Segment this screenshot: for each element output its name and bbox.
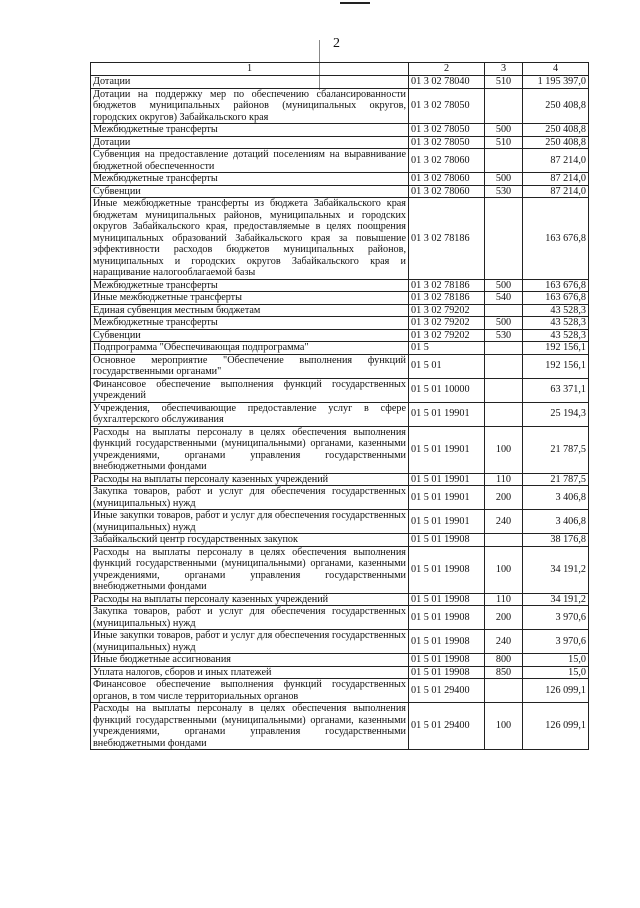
row-code: 01 3 02 79202	[409, 304, 485, 317]
row-sum: 163 676,8	[523, 279, 589, 292]
table-row	[91, 630, 589, 654]
row-name: Учреждения, обеспечивающие предоставление услуг в сфере бухгалтерского обслуживания	[91, 402, 409, 426]
row-code: 01 3 02 78040	[409, 76, 485, 89]
row-expense-type: 500	[485, 173, 523, 186]
row-code: 01 5 01 29400	[409, 703, 485, 750]
row-expense-type: 100	[485, 426, 523, 473]
row-expense-type	[485, 342, 523, 355]
row-name: Расходы на выплаты персоналу в целях обеспечения выполнения функций государственными (муниципальными) органами, казенными учреждениями, органами управления государственными внебюджетными фондами	[91, 546, 409, 593]
row-code: 01 5	[409, 342, 485, 355]
scan-mark	[340, 2, 370, 4]
table-row	[91, 292, 589, 305]
row-name: Межбюджетные трансферты	[91, 173, 409, 186]
table-row	[91, 76, 589, 89]
row-name: Субвенции	[91, 329, 409, 342]
table-row	[91, 486, 589, 510]
table-header-row	[91, 63, 589, 76]
table-row	[91, 149, 589, 173]
row-code: 01 5 01 19901	[409, 426, 485, 473]
row-code: 01 5 01 19908	[409, 593, 485, 606]
row-code: 01 3 02 78050	[409, 88, 485, 124]
table-row	[91, 654, 589, 667]
row-name: Подпрограмма "Обеспечивающая подпрограмма"	[91, 342, 409, 355]
table-row	[91, 88, 589, 124]
row-name: Расходы на выплаты персоналу в целях обеспечения выполнения функций государственными (муниципальными) органами, казенными учреждениями, органами управления государственными внебюджетными фондами	[91, 703, 409, 750]
row-expense-type: 100	[485, 546, 523, 593]
row-sum: 250 408,8	[523, 124, 589, 137]
row-sum: 34 191,2	[523, 546, 589, 593]
header-col-3: 3	[485, 63, 523, 76]
row-expense-type	[485, 304, 523, 317]
table-row	[91, 354, 589, 378]
header-col-1: 1	[91, 63, 409, 76]
page-number: 2	[333, 36, 340, 51]
row-expense-type	[485, 198, 523, 280]
row-name: Дотации	[91, 136, 409, 149]
row-code: 01 3 02 78050	[409, 136, 485, 149]
row-name: Иные межбюджетные трансферты из бюджета Забайкальского края бюджетам муниципальных районов, муниципальных и городских округов Забайкальского края, предоставляемые в целях поощрения муниципальных образований Забайкальского края за повышение эффективности расходов бюджетов муниципальных районов, муниципальных и городских округов Забайкальского края и наращивание налогооблагаемой базы	[91, 198, 409, 280]
table-row	[91, 378, 589, 402]
row-name: Иные закупки товаров, работ и услуг для обеспечения государственных (муниципальных) нужд	[91, 510, 409, 534]
row-code: 01 5 01 19908	[409, 630, 485, 654]
row-name: Финансовое обеспечение выполнения функций государственных органов, в том числе территориальных органов	[91, 679, 409, 703]
row-sum: 126 099,1	[523, 703, 589, 750]
table-body	[91, 76, 589, 750]
row-sum: 15,0	[523, 666, 589, 679]
row-sum: 163 676,8	[523, 198, 589, 280]
row-name: Закупка товаров, работ и услуг для обеспечения государственных (муниципальных) нужд	[91, 486, 409, 510]
row-code: 01 3 02 78060	[409, 185, 485, 198]
table-row	[91, 534, 589, 547]
row-sum: 126 099,1	[523, 679, 589, 703]
row-code: 01 5 01 19908	[409, 534, 485, 547]
row-code: 01 5 01 29400	[409, 679, 485, 703]
table-row	[91, 198, 589, 280]
row-expense-type: 240	[485, 630, 523, 654]
row-expense-type: 100	[485, 703, 523, 750]
row-sum: 43 528,3	[523, 317, 589, 330]
row-expense-type: 500	[485, 279, 523, 292]
row-sum: 163 676,8	[523, 292, 589, 305]
row-name: Забайкальский центр государственных закупок	[91, 534, 409, 547]
row-code: 01 3 02 78186	[409, 279, 485, 292]
table-row	[91, 703, 589, 750]
table-row	[91, 317, 589, 330]
row-code: 01 5 01 19908	[409, 654, 485, 667]
row-sum: 21 787,5	[523, 426, 589, 473]
row-sum: 63 371,1	[523, 378, 589, 402]
table-row	[91, 426, 589, 473]
table-row	[91, 173, 589, 186]
table-row	[91, 593, 589, 606]
row-code: 01 3 02 78186	[409, 198, 485, 280]
row-expense-type: 240	[485, 510, 523, 534]
row-name: Финансовое обеспечение выполнения функций государственных учреждений	[91, 378, 409, 402]
row-expense-type: 540	[485, 292, 523, 305]
row-sum: 3 406,8	[523, 510, 589, 534]
row-sum: 38 176,8	[523, 534, 589, 547]
row-expense-type: 200	[485, 606, 523, 630]
row-expense-type	[485, 402, 523, 426]
table-row	[91, 402, 589, 426]
row-expense-type: 530	[485, 329, 523, 342]
row-code: 01 3 02 78050	[409, 124, 485, 137]
row-name: Расходы на выплаты персоналу казенных учреждений	[91, 593, 409, 606]
row-sum: 250 408,8	[523, 88, 589, 124]
row-sum: 87 214,0	[523, 173, 589, 186]
row-code: 01 3 02 78186	[409, 292, 485, 305]
table-row	[91, 473, 589, 486]
row-code: 01 5 01 19908	[409, 666, 485, 679]
table-row	[91, 666, 589, 679]
row-sum: 3 970,6	[523, 630, 589, 654]
row-expense-type	[485, 534, 523, 547]
row-code: 01 3 02 79202	[409, 317, 485, 330]
header-col-2: 2	[409, 63, 485, 76]
row-code: 01 3 02 78060	[409, 149, 485, 173]
row-code: 01 5 01 19901	[409, 402, 485, 426]
row-sum: 21 787,5	[523, 473, 589, 486]
row-expense-type: 510	[485, 76, 523, 89]
table-row	[91, 136, 589, 149]
row-sum: 192 156,1	[523, 342, 589, 355]
row-expense-type	[485, 88, 523, 124]
row-name: Основное мероприятие "Обеспечение выполнения функций государственными органами"	[91, 354, 409, 378]
budget-table	[90, 62, 589, 750]
row-sum: 192 156,1	[523, 354, 589, 378]
row-code: 01 5 01 19908	[409, 606, 485, 630]
row-name: Уплата налогов, сборов и иных платежей	[91, 666, 409, 679]
row-sum: 250 408,8	[523, 136, 589, 149]
row-sum: 87 214,0	[523, 149, 589, 173]
table-row	[91, 546, 589, 593]
row-expense-type: 200	[485, 486, 523, 510]
table-row	[91, 185, 589, 198]
row-expense-type: 110	[485, 473, 523, 486]
table-row	[91, 342, 589, 355]
row-expense-type	[485, 354, 523, 378]
row-name: Субвенции	[91, 185, 409, 198]
table-row	[91, 606, 589, 630]
row-expense-type: 850	[485, 666, 523, 679]
row-sum: 25 194,3	[523, 402, 589, 426]
row-expense-type: 500	[485, 317, 523, 330]
row-sum: 87 214,0	[523, 185, 589, 198]
row-expense-type: 500	[485, 124, 523, 137]
row-sum: 3 970,6	[523, 606, 589, 630]
row-code: 01 5 01 19901	[409, 473, 485, 486]
header-col-4: 4	[523, 63, 589, 76]
row-sum: 3 406,8	[523, 486, 589, 510]
row-name: Иные бюджетные ассигнования	[91, 654, 409, 667]
row-code: 01 5 01 19901	[409, 486, 485, 510]
table-row	[91, 124, 589, 137]
row-name: Дотации	[91, 76, 409, 89]
table-row	[91, 510, 589, 534]
row-code: 01 5 01 19908	[409, 546, 485, 593]
table-row	[91, 279, 589, 292]
table-row	[91, 304, 589, 317]
row-name: Субвенция на предоставление дотаций поселениям на выравнивание бюджетной обеспеченности	[91, 149, 409, 173]
table-row	[91, 329, 589, 342]
row-expense-type	[485, 679, 523, 703]
row-code: 01 5 01 10000	[409, 378, 485, 402]
row-code: 01 3 02 78060	[409, 173, 485, 186]
row-name: Единая субвенция местным бюджетам	[91, 304, 409, 317]
row-sum: 1 195 397,0	[523, 76, 589, 89]
row-name: Закупка товаров, работ и услуг для обеспечения государственных (муниципальных) нужд	[91, 606, 409, 630]
row-name: Иные закупки товаров, работ и услуг для обеспечения государственных (муниципальных) нужд	[91, 630, 409, 654]
row-expense-type: 110	[485, 593, 523, 606]
row-sum: 34 191,2	[523, 593, 589, 606]
row-expense-type	[485, 378, 523, 402]
table-row	[91, 679, 589, 703]
row-name: Дотации на поддержку мер по обеспечению сбалансированности бюджетов муниципальных районов (муниципальных округов, городских округов) Забайкальского края	[91, 88, 409, 124]
row-sum: 43 528,3	[523, 329, 589, 342]
row-name: Межбюджетные трансферты	[91, 124, 409, 137]
row-name: Расходы на выплаты персоналу в целях обеспечения выполнения функций государственными (муниципальными) органами, казенными учреждениями, органами управления государственными внебюджетными фондами	[91, 426, 409, 473]
row-sum: 43 528,3	[523, 304, 589, 317]
row-sum: 15,0	[523, 654, 589, 667]
row-code: 01 3 02 79202	[409, 329, 485, 342]
row-name: Межбюджетные трансферты	[91, 279, 409, 292]
row-expense-type: 800	[485, 654, 523, 667]
row-name: Иные межбюджетные трансферты	[91, 292, 409, 305]
row-name: Межбюджетные трансферты	[91, 317, 409, 330]
row-code: 01 5 01	[409, 354, 485, 378]
row-expense-type: 530	[485, 185, 523, 198]
row-name: Расходы на выплаты персоналу казенных учреждений	[91, 473, 409, 486]
row-expense-type	[485, 149, 523, 173]
row-expense-type: 510	[485, 136, 523, 149]
row-code: 01 5 01 19901	[409, 510, 485, 534]
